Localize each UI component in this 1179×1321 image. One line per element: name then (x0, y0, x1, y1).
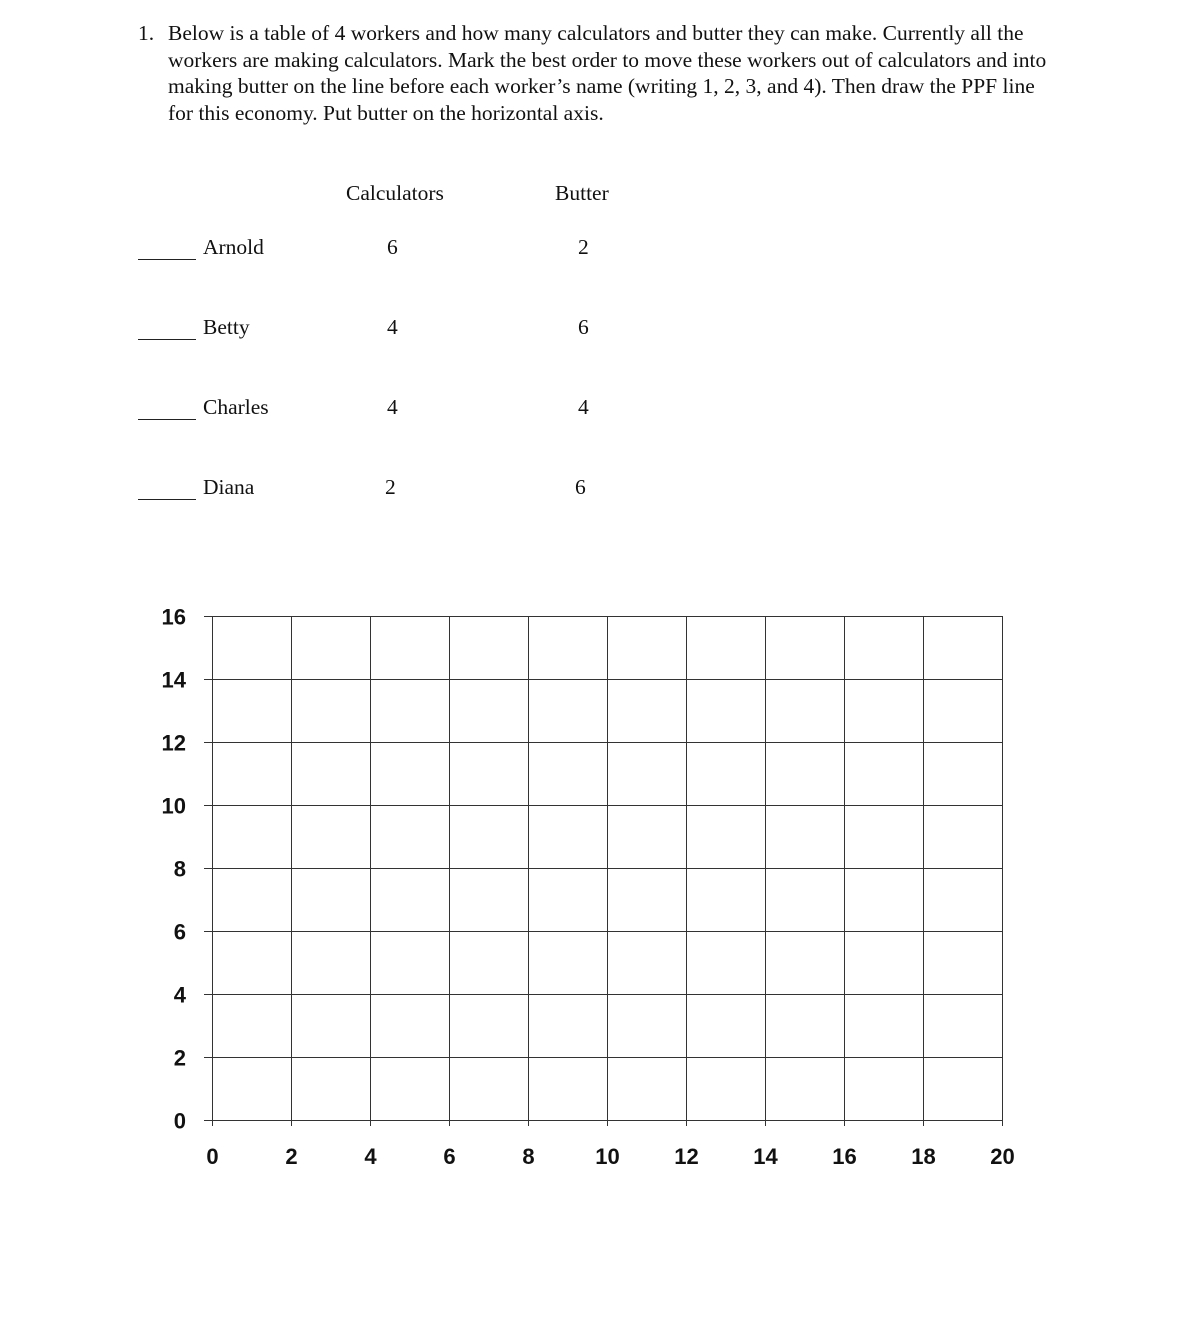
x-tick-label: 18 (911, 1144, 936, 1169)
x-tick-label: 16 (832, 1144, 857, 1169)
worker-name: Betty (203, 315, 250, 339)
x-tick-label: 10 (595, 1144, 620, 1169)
y-tick-label: 10 (161, 793, 186, 819)
x-tick-label: 0 (206, 1144, 219, 1169)
question-number: 1. (138, 21, 155, 45)
y-tick-label: 4 (173, 982, 186, 1008)
y-axis-ticks (162, 605, 187, 1134)
x-axis-ticks (206, 1144, 1014, 1169)
y-tick-label: 0 (173, 1108, 186, 1134)
header-butter: Butter (555, 181, 609, 205)
x-tick-label: 6 (443, 1144, 456, 1169)
header-calculators: Calculators (346, 181, 444, 205)
grid-lines (204, 616, 1003, 1126)
x-tick-label: 2 (285, 1144, 298, 1169)
x-tick-label: 8 (522, 1144, 535, 1169)
x-tick-label: 4 (364, 1144, 377, 1169)
calculators-value: 2 (385, 475, 396, 499)
y-tick-label: 8 (173, 856, 186, 882)
y-tick-label: 12 (161, 730, 186, 756)
y-tick-label: 6 (173, 919, 186, 945)
butter-value: 2 (578, 235, 589, 259)
y-tick-label: 2 (173, 1045, 186, 1071)
worker-name: Charles (203, 395, 269, 419)
y-tick-label: 16 (161, 604, 186, 630)
y-tick-label: 14 (161, 667, 186, 693)
x-tick-label: 12 (674, 1144, 699, 1169)
x-tick-label: 20 (990, 1144, 1015, 1169)
butter-value: 4 (578, 395, 589, 419)
worker-name: Arnold (203, 235, 264, 259)
calculators-value: 4 (387, 315, 398, 339)
x-tick-label: 14 (753, 1144, 778, 1169)
calculators-value: 4 (387, 395, 398, 419)
worker-name: Diana (203, 475, 255, 499)
question-text: Below is a table of 4 workers and how many calculators and butter they can make. Currently all the workers are making calculators. Mark the best order to move these workers out of calculators and into making butter on the line before each worker’s name (writing 1, 2, 3, and 4). Then draw the PPF line for this economy. Put butter on the horizontal axis. (168, 21, 1047, 125)
calculators-value: 6 (387, 235, 398, 259)
butter-value: 6 (578, 315, 589, 339)
butter-value: 6 (575, 475, 586, 499)
